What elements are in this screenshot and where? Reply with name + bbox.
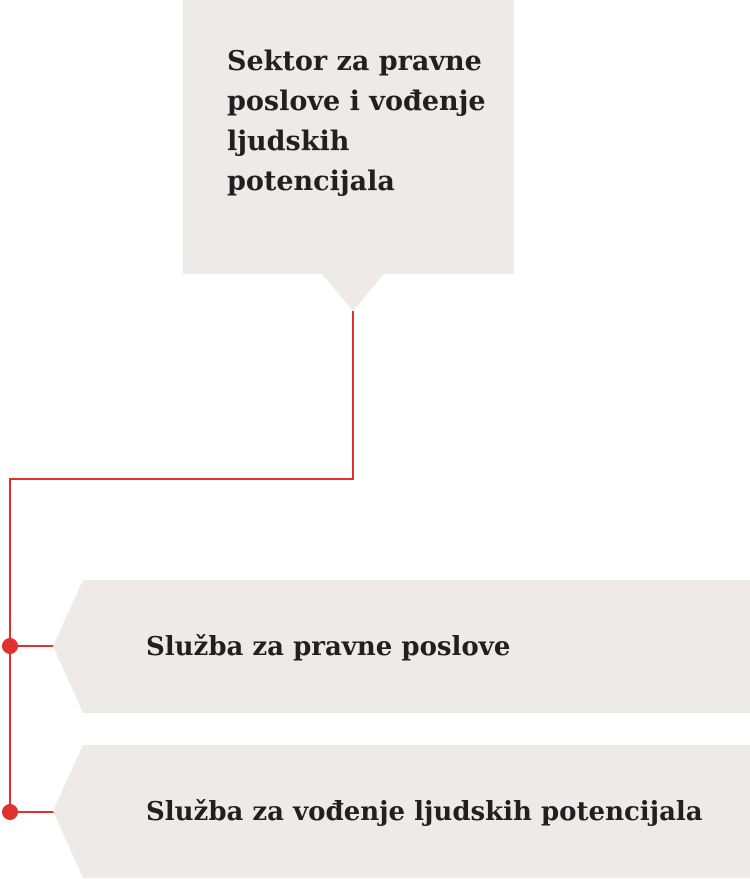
root-to-trunk-connector — [10, 311, 353, 812]
child-node-pointer-2 — [53, 745, 83, 878]
branch-node-dot-1 — [2, 638, 18, 654]
root-node — [183, 0, 514, 274]
child-node-pointer-1 — [53, 580, 83, 713]
child-node-1 — [83, 580, 750, 713]
root-node-pointer — [322, 274, 384, 311]
root-node-label: Sektor za pravne poslove i vođenje ljudskih potencijala — [227, 46, 486, 197]
child-node-2 — [83, 745, 750, 878]
branch-node-dot-2 — [2, 804, 18, 820]
child-node-label-2: Služba za vođenje ljudskih potencijala — [146, 796, 703, 827]
child-node-label-1: Služba za pravne poslove — [146, 631, 511, 662]
